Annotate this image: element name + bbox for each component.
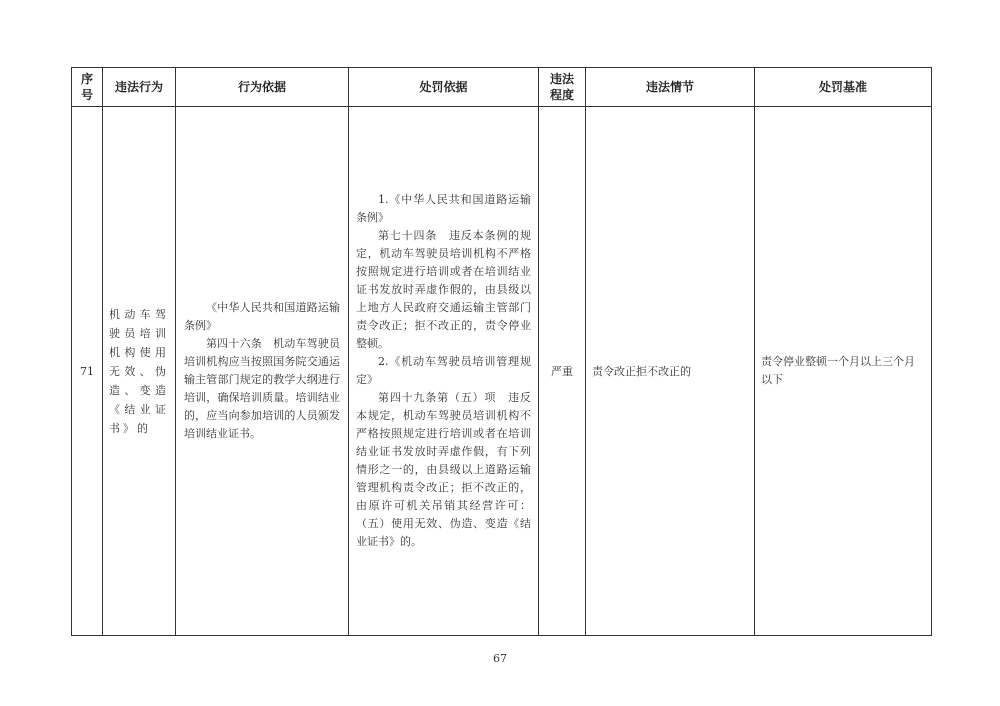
penalty-2-title: 2.《机动车驾驶员培训管理规定》	[356, 355, 531, 386]
header-basis: 行为依据	[176, 68, 349, 107]
penalty-2-body: 第四十九条第（五）项 违反本规定，机动车驾驶员培训机构不严格按照规定进行培训或者在培训结业证书发放时弄虚作假，有下列情形之一的，由县级以上道路运输管理机构责令改正；拒不改正的，由原许可机关吊销其经营许可：（五）使用无效、伪造、变造《结业证书》的。	[356, 391, 531, 548]
row-act: 机动车驾驶员培训机构使用无效、伪造、变造《结业证书》的	[109, 307, 169, 435]
basis-body: 第四十六条 机动车驾驶员培训机构应当按照国务院交通运输主管部门规定的教学大纲进行培训，确保培训质量。培训结业的，应当向参加培训的人员颁发培训结业证书。	[184, 337, 340, 440]
penalty-1-body: 第七十四条 违反本条例的规定，机动车驾驶员培训机构不严格按照规定进行培训或者在培训结业证书发放时弄虚作假的，由县级以上地方人民政府交通运输主管部门责令改正；拒不改正的，责令停业整顿。	[356, 229, 531, 350]
header-circumstance: 违法情节	[586, 68, 755, 107]
page-number: 67	[493, 652, 507, 665]
header-num: 序号	[72, 68, 103, 107]
basis-title: 《中华人民共和国道路运输条例》	[184, 301, 340, 332]
row-circumstance: 责令改正拒不改正的	[586, 107, 755, 636]
row-num: 71	[72, 107, 103, 636]
row-standard: 责令停业整顿一个月以上三个月以下	[761, 355, 915, 386]
row-basis-cell	[176, 107, 349, 636]
row-act-cell	[103, 107, 176, 636]
header-act: 违法行为	[103, 68, 176, 107]
table-header-row	[72, 68, 932, 107]
header-penalty-basis: 处罚依据	[349, 68, 539, 107]
header-level: 违法程度	[539, 68, 586, 107]
penalty-standard-table	[71, 67, 932, 636]
table-row	[72, 107, 932, 636]
header-standard: 处罚基准	[755, 68, 932, 107]
row-penalty-basis-cell	[349, 107, 539, 636]
penalty-1-title: 1.《中华人民共和国道路运输条例》	[356, 193, 531, 224]
row-level: 严重	[539, 107, 586, 636]
row-standard-cell	[755, 107, 932, 636]
